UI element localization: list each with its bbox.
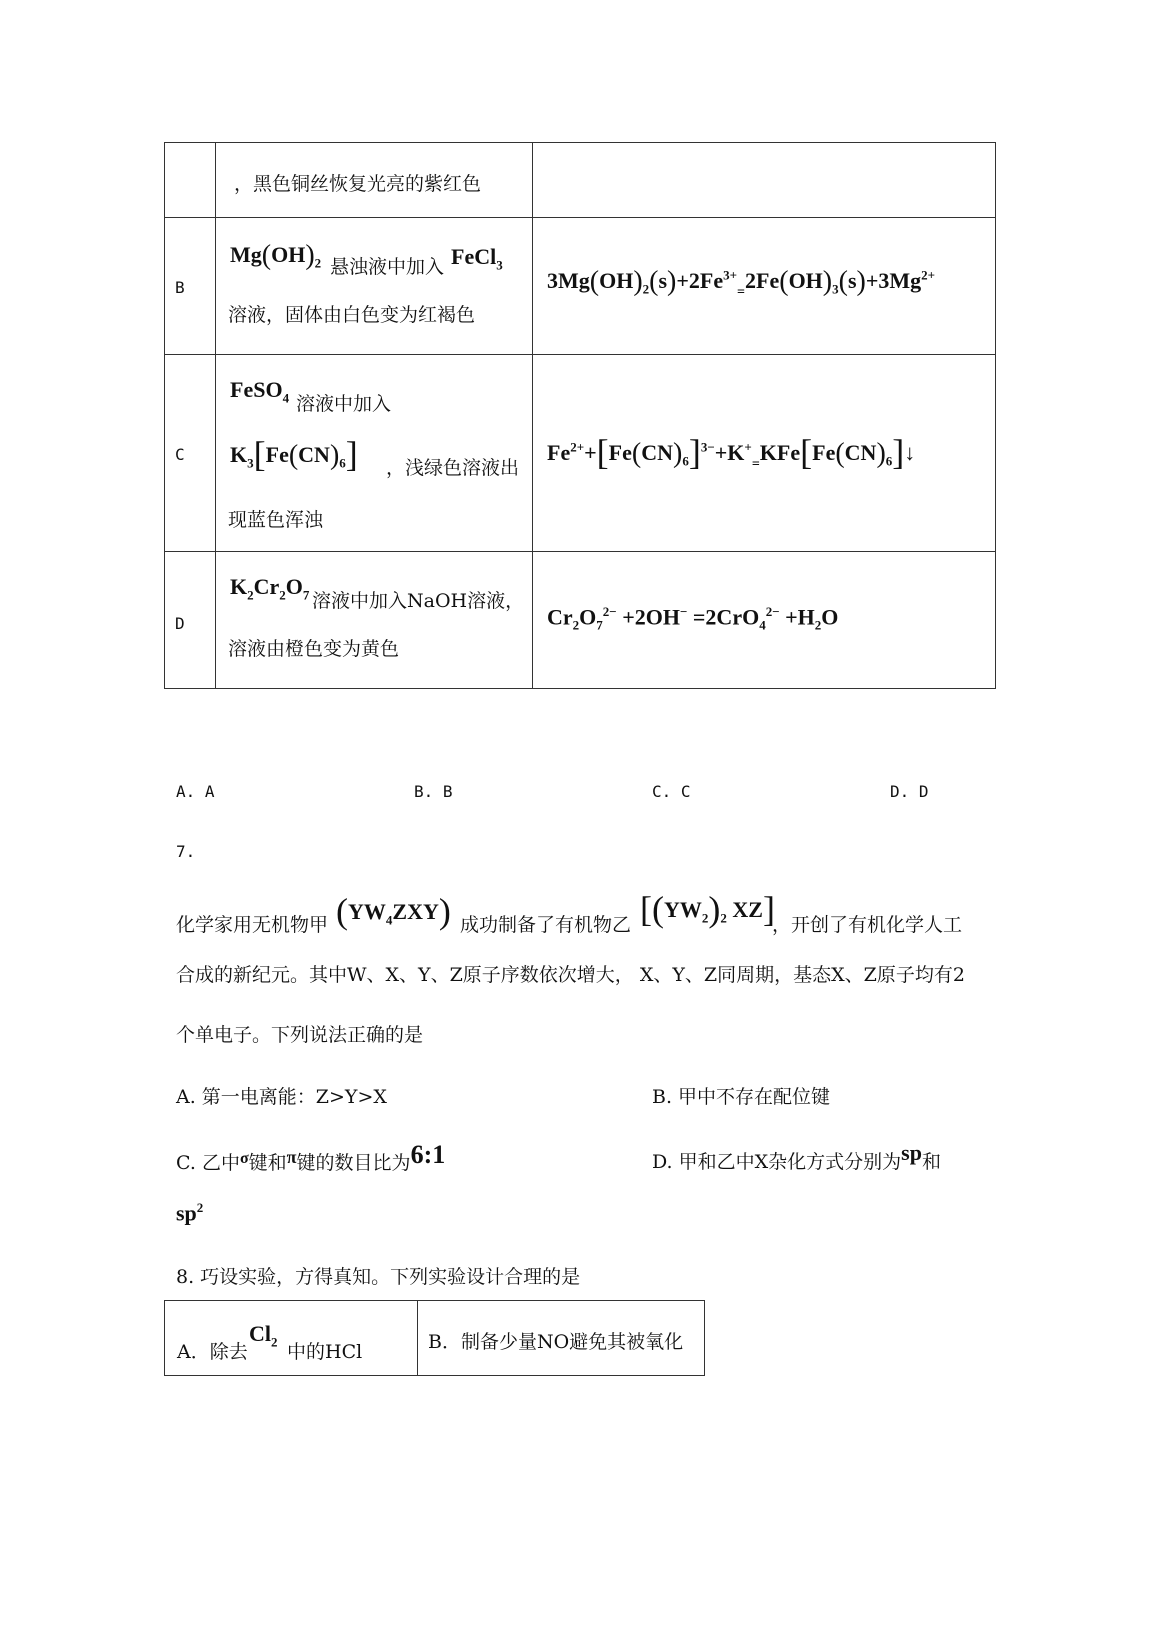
experiment-text: ，黑色铜丝恢复光亮的紫红色 [234,173,482,195]
pi-symbol: π [286,1147,297,1167]
q7-stem-text: 成功制备了有机物乙 [460,914,632,936]
experiment-text: 溶液中加入NaOH溶液， [312,590,525,612]
formula-yi: [$(YW_2)_2$ XZ] [640,889,775,929]
reaction-table [164,142,996,689]
formula-cl2: $Cl_2$ [249,1321,278,1350]
formula-k2cr2o7: $K_2Cr_2O_7$ [230,574,310,603]
q7-option-d[interactable]: D. 甲和乙中X杂化方式分别为sp和 [652,1140,941,1173]
choice-d[interactable]: D. D [890,782,929,801]
q7-stem-text: 化学家用无机物甲 [176,914,329,936]
choice-b[interactable]: B. B [414,782,453,801]
q7-stem-text: 个单电子。下列说法正确的是 [176,1024,424,1046]
q8-option-a[interactable]: A．除去 $Cl_2$ 中的HCl [165,1301,418,1376]
hybrid-sp2: $sp^2$ [176,1200,204,1226]
question-number: 7. [176,842,196,861]
q8-stem-text: 8. 巧设实验，方得真知。下列实验设计合理的是 [176,1266,581,1288]
table-row [165,552,996,689]
equation-c: $Fe^{2+}+[Fe(CN)_6]^{3-}+K^+_=KFe[Fe(CN)_6]↓$ [547,432,916,472]
choice-c[interactable]: C. C [652,782,691,801]
table-row [165,218,996,355]
ratio-6-1: 6:1 [410,1140,446,1169]
choice-a[interactable]: A. A [176,782,215,801]
equation-b: $3Mg(OH)_2(s)+2Fe^{3+}_=2Fe(OH)_3(s)+3Mg^{2+}$ [547,266,936,300]
q7-option-b[interactable]: B. 甲中不存在配位键 [652,1086,831,1108]
experiment-text: 溶液由橙色变为黄色 [228,638,400,660]
formula-mg-oh-2: $Mg(OH)_2$ [230,240,322,271]
q7-option-c[interactable]: C. 乙中σ键和π键的数目比为6:1 [176,1140,446,1174]
formula-feso4: FeSO$_4$ [230,377,290,406]
q7-option-a[interactable]: A. 第一电离能：Z>Y>X [176,1086,387,1108]
formula-k3-fe-cn-6: $K_3[Fe(CN)_6]$ [230,434,358,474]
table-row [165,355,996,552]
experiment-text: 现蓝色浑浊 [228,509,324,531]
q7-stem-text: ，开创了有机化学人工 [772,914,963,936]
sigma-symbol: σ [239,1150,249,1167]
q8-option-b[interactable]: B．制备少量NO避免其被氧化 [418,1301,705,1376]
table-row [165,143,996,218]
table-row [165,1301,705,1376]
formula-fecl3: FeCl$_3$ [451,244,503,273]
equation-d: $Cr_2O_7^{2-} +2OH^- =2CrO_4^{2-} +H_2O$ [547,604,839,633]
q7-stem-text: 合成的新纪元。其中W、X、Y、Z原子序数依次增大， X、Y、Z同周期，基态X、Z原子均有2 [176,964,965,986]
experiment-text: 溶液，固体由白色变为红褐色 [228,304,476,326]
option-label: D [175,614,185,633]
formula-jia: $(YW_4ZXY)$ [336,891,451,931]
experiment-table [164,1300,705,1376]
option-label: B [175,278,185,297]
option-label: C [175,445,185,464]
experiment-text: 溶液中加入 [296,393,392,415]
experiment-text: 悬浊液中加入 [330,256,445,278]
hybrid-sp: sp [901,1140,922,1165]
experiment-text: ，浅绿色溶液出 [386,457,520,479]
